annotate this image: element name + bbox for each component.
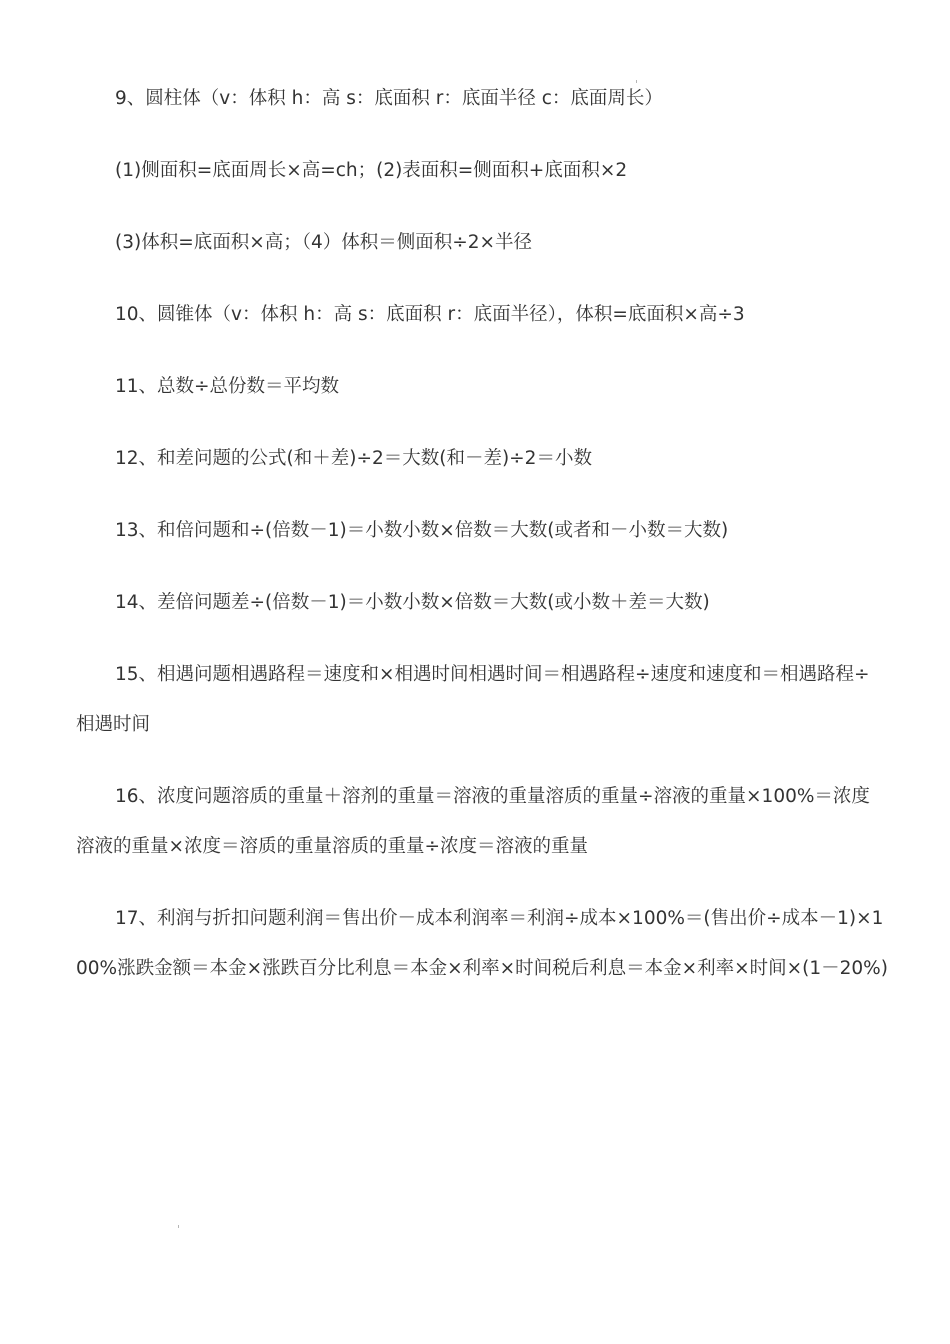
formula-meeting-problem: 15、相遇问题相遇路程＝速度和×相遇时间相遇时间＝相遇路程÷速度和速度和＝相遇路程÷相遇时间 xyxy=(76,664,870,735)
scan-speck xyxy=(636,80,637,83)
formula-difference-multiple: 14、差倍问题差÷(倍数－1)＝小数小数×倍数＝大数(或小数＋差＝大数) xyxy=(115,592,710,613)
formula-sum-multiple: 13、和倍问题和÷(倍数－1)＝小数小数×倍数＝大数(或者和－小数＝大数) xyxy=(115,520,729,541)
formula-cylinder-definition: 9、圆柱体（v：体积 h：高 s：底面积 r：底面半径 c：底面周长） xyxy=(115,88,663,109)
formula-sum-difference: 12、和差问题的公式(和＋差)÷2＝大数(和－差)÷2＝小数 xyxy=(115,448,592,469)
formula-average: 11、总数÷总份数＝平均数 xyxy=(115,376,340,397)
formula-profit-discount-problem: 17、利润与折扣问题利润＝售出价－成本利润率＝利润÷成本×100%＝(售出价÷成本－1)×100%涨跌金额＝本金×涨跌百分比利息＝本金×利率×时间税后利息＝本金×利率×时间×(1－20%) xyxy=(76,908,888,979)
formula-cylinder-area: (1)侧面积=底面周长×高=ch；(2)表面积=侧面积+底面积×2 xyxy=(115,160,628,181)
formula-cone: 10、圆锥体（v：体积 h：高 s：底面积 r：底面半径），体积=底面积×高÷3 xyxy=(115,304,745,325)
formula-cylinder-volume: (3)体积=底面积×高；（4）体积＝侧面积÷2×半径 xyxy=(115,232,533,253)
formula-concentration-problem: 16、浓度问题溶质的重量＋溶剂的重量＝溶液的重量溶质的重量÷溶液的重量×100%＝浓度溶液的重量×浓度＝溶质的重量溶质的重量÷浓度＝溶液的重量 xyxy=(76,786,870,857)
scan-speck xyxy=(178,1225,179,1228)
